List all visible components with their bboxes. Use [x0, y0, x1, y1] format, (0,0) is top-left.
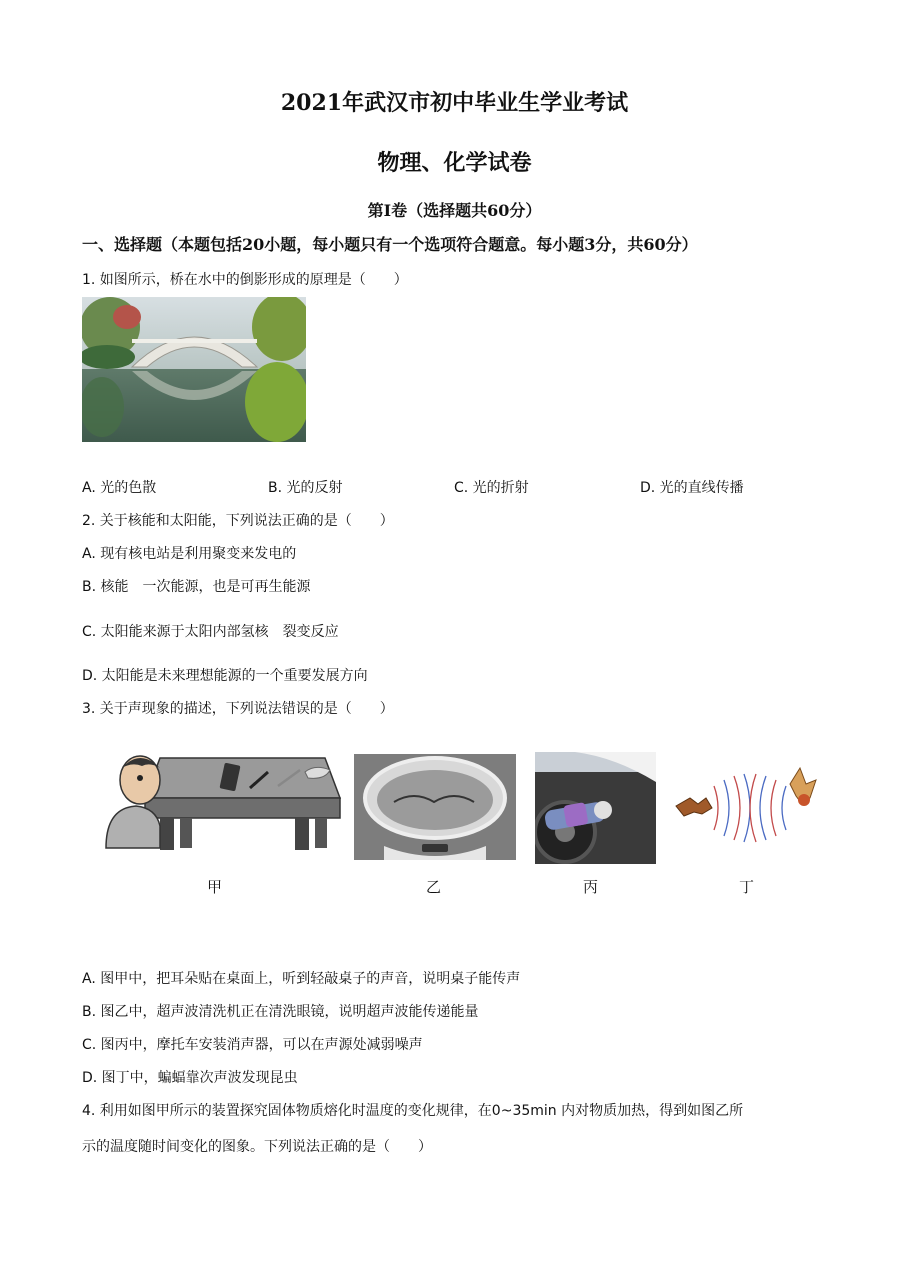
q1-option-c: C. 光的折射	[454, 480, 529, 496]
part-heading: 第Ⅰ卷（选择题共60分）	[367, 201, 542, 220]
question-4-stem-line2: 示的温度随时间变化的图象。下列说法正确的是（ ）	[82, 1139, 432, 1155]
q1-option-b: B. 光的反射	[268, 480, 343, 496]
caption-jia: 甲	[207, 878, 223, 896]
q2-option-d: D. 太阳能是未来理想能源的一个重要发展方向	[82, 668, 368, 684]
q3-option-d: D. 图丁中，蝙蝠靠次声波发现昆虫	[82, 1070, 298, 1086]
caption-bing: 丙	[583, 878, 599, 896]
question-1-stem: 1. 如图所示，桥在水中的倒影形成的原理是（ ）	[82, 272, 408, 288]
figure-ding-bat-echolocation	[672, 758, 822, 858]
q3-option-b: B. 图乙中，超声波清洗机正在清洗眼镜，说明超声波能传递能量	[82, 1004, 479, 1020]
q1-option-d: D. 光的直线传播	[640, 480, 744, 496]
exam-subtitle: 物理、化学试卷	[377, 150, 532, 176]
section-heading: 一、选择题（本题包括20小题，每小题只有一个选项符合题意。每小题3分，共60分）	[82, 235, 698, 254]
q2-option-b: B. 核能 一次能源，也是可再生能源	[82, 579, 311, 595]
q3-option-c: C. 图丙中，摩托车安装消声器，可以在声源处减弱噪声	[82, 1037, 423, 1053]
caption-ding: 丁	[739, 878, 755, 896]
question-4-stem-line1: 4. 利用如图甲所示的装置探究固体物质熔化时温度的变化规律，在0~35min 内对物质加热，得到如图乙所	[82, 1103, 744, 1119]
question-2-stem: 2. 关于核能和太阳能，下列说法正确的是（ ）	[82, 513, 394, 529]
question-3-stem: 3. 关于声现象的描述，下列说法错误的是（ ）	[82, 701, 394, 717]
caption-yi: 乙	[426, 878, 442, 896]
q2-option-a: A. 现有核电站是利用聚变来发电的	[82, 546, 297, 562]
q3-option-a: A. 图甲中，把耳朵贴在桌面上，听到轻敲桌子的声音，说明桌子能传声	[82, 971, 521, 987]
q2-option-c: C. 太阳能来源于太阳内部氢核 裂变反应	[82, 624, 339, 640]
exam-title: 2021年武汉市初中毕业生学业考试	[280, 90, 629, 116]
bridge-reflection-photo	[82, 297, 306, 442]
figure-jia-ear-on-table	[100, 750, 342, 852]
q1-option-a: A. 光的色散	[82, 480, 157, 496]
figure-bing-motorcycle-muffler	[535, 752, 656, 864]
figure-yi-ultrasonic-cleaner	[354, 754, 516, 860]
